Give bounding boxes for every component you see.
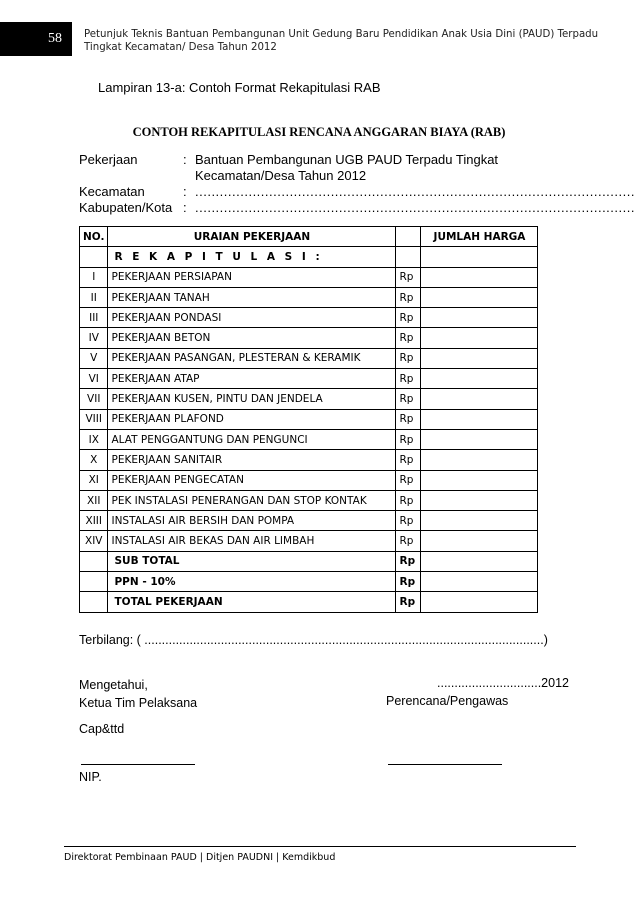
row-amount[interactable] (421, 511, 538, 531)
total-value[interactable] (421, 592, 538, 612)
spacer (79, 168, 183, 184)
pekerjaan-value-line-1: Bantuan Pembangunan UGB PAUD Terpadu Tingkat (195, 152, 499, 167)
table-row (80, 267, 538, 287)
table-row (80, 409, 538, 429)
row-description: PEKERJAAN SANITAIR (108, 450, 396, 470)
row-number: XIV (80, 531, 108, 551)
row-description: INSTALASI AIR BERSIH DAN POMPA (108, 511, 396, 531)
row-amount[interactable] (421, 470, 538, 490)
row-amount[interactable] (421, 409, 538, 429)
total-no-blank (80, 592, 108, 612)
row-number: XII (80, 490, 108, 510)
project-info (79, 152, 635, 216)
header-rp-blank (396, 227, 421, 247)
colon: : (183, 152, 187, 167)
colon: : (183, 200, 187, 215)
subtotal-currency: Rp (396, 551, 421, 571)
row-amount[interactable] (421, 389, 538, 409)
rab-table (79, 226, 538, 613)
cap-ttd-label: Cap&ttd (79, 722, 125, 736)
kabupaten-row (79, 200, 635, 216)
row-currency: Rp (396, 511, 421, 531)
total-currency: Rp (396, 592, 421, 612)
row-amount[interactable] (421, 490, 538, 510)
section-row (80, 247, 538, 267)
row-amount[interactable] (421, 450, 538, 470)
table-body (80, 267, 538, 551)
subtotal-no-blank (80, 551, 108, 571)
kecamatan-row (79, 184, 635, 200)
pekerjaan-label: Pekerjaan (79, 152, 138, 167)
ppn-no-blank (80, 572, 108, 592)
header-total: JUMLAH HARGA (421, 227, 538, 247)
row-description: PEKERJAAN TANAH (108, 287, 396, 307)
colon: : (183, 184, 187, 199)
subtotal-value[interactable] (421, 551, 538, 571)
table-row (80, 308, 538, 328)
row-description: PEKERJAAN PLAFOND (108, 409, 396, 429)
footer-divider (64, 846, 576, 847)
row-amount[interactable] (421, 267, 538, 287)
running-header-line-2: Tingkat Kecamatan/ Desa Tahun 2012 (84, 42, 277, 53)
footer: Direktorat Pembinaan PAUD | Ditjen PAUDNI | Kemdikbud (64, 852, 336, 863)
row-amount[interactable] (421, 287, 538, 307)
row-currency: Rp (396, 348, 421, 368)
row-number: III (80, 308, 108, 328)
table-row (80, 450, 538, 470)
row-currency: Rp (396, 450, 421, 470)
row-number: VI (80, 369, 108, 389)
row-description: PEK INSTALASI PENERANGAN DAN STOP KONTAK (108, 490, 396, 510)
table-row (80, 470, 538, 490)
ppn-value[interactable] (421, 572, 538, 592)
pekerjaan-value-line-2: Kecamatan/Desa Tahun 2012 (195, 168, 367, 183)
row-currency: Rp (396, 369, 421, 389)
spacer (183, 168, 195, 184)
row-number: X (80, 450, 108, 470)
row-number: XI (80, 470, 108, 490)
row-currency: Rp (396, 409, 421, 429)
row-amount[interactable] (421, 369, 538, 389)
table-row (80, 287, 538, 307)
table-row (80, 531, 538, 551)
row-currency: Rp (396, 531, 421, 551)
row-number: V (80, 348, 108, 368)
signature-line-right (388, 764, 502, 765)
subtotal-row (80, 551, 538, 571)
pekerjaan-row (79, 152, 545, 168)
row-description: INSTALASI AIR BEKAS DAN AIR LIMBAH (108, 531, 396, 551)
row-description: PEKERJAAN PASANGAN, PLESTERAN & KERAMIK (108, 348, 396, 368)
table-row (80, 348, 538, 368)
row-description: PEKERJAAN BETON (108, 328, 396, 348)
row-description: PEKERJAAN PONDASI (108, 308, 396, 328)
subtotal-label: SUB TOTAL (108, 551, 396, 571)
running-header (84, 28, 604, 54)
kabupaten-label: Kabupaten/Kota (79, 200, 173, 215)
header-no: NO. (80, 227, 108, 247)
table-row (80, 369, 538, 389)
section-title: R E K A P I T U L A S I : (108, 247, 396, 267)
row-amount[interactable] (421, 348, 538, 368)
row-number: I (80, 267, 108, 287)
signature-date[interactable]: ..............................2012 (437, 676, 569, 690)
row-amount[interactable] (421, 531, 538, 551)
table-row (80, 429, 538, 449)
ketua-label: Ketua Tim Pelaksana (79, 696, 198, 710)
row-description: PEKERJAAN ATAP (108, 369, 396, 389)
running-header-line-1: Petunjuk Teknis Bantuan Pembangunan Unit Gedung Baru Pendidikan Anak Usia Dini (PAUD) Terpadu (84, 29, 599, 40)
ppn-label: PPN - 10% (108, 572, 396, 592)
kecamatan-blank[interactable]: ........................................................................................................... (195, 184, 635, 199)
total-label: TOTAL PEKERJAAN (108, 592, 396, 612)
row-currency: Rp (396, 429, 421, 449)
mengetahui-label: Mengetahui, (79, 678, 148, 692)
row-currency: Rp (396, 267, 421, 287)
signature-left (79, 676, 197, 712)
page-number (0, 22, 72, 56)
section-rp-blank (396, 247, 421, 267)
row-currency: Rp (396, 470, 421, 490)
attachment-title: Lampiran 13-a: Contoh Format Rekapitulasi RAB (98, 80, 381, 95)
perencana-label: Perencana/Pengawas (386, 694, 509, 708)
row-currency: Rp (396, 389, 421, 409)
table-row (80, 511, 538, 531)
row-number: XIII (80, 511, 108, 531)
ppn-currency: Rp (396, 572, 421, 592)
ppn-row (80, 572, 538, 592)
row-currency: Rp (396, 287, 421, 307)
pekerjaan-row-continued (79, 168, 545, 184)
total-row (80, 592, 538, 612)
table-header-row (80, 227, 538, 247)
row-amount[interactable] (421, 328, 538, 348)
nip-label: NIP. (79, 770, 102, 784)
row-number: IX (80, 429, 108, 449)
page-number-text: 58 (48, 31, 62, 46)
row-number: VII (80, 389, 108, 409)
row-currency: Rp (396, 328, 421, 348)
row-currency: Rp (396, 490, 421, 510)
row-number: II (80, 287, 108, 307)
row-number: VIII (80, 409, 108, 429)
row-description: PEKERJAAN PENGECATAN (108, 470, 396, 490)
table-row (80, 490, 538, 510)
section-no-blank (80, 247, 108, 267)
row-description: PEKERJAAN KUSEN, PINTU DAN JENDELA (108, 389, 396, 409)
row-description: PEKERJAAN PERSIAPAN (108, 267, 396, 287)
row-currency: Rp (396, 308, 421, 328)
row-description: ALAT PENGGANTUNG DAN PENGUNCI (108, 429, 396, 449)
section-val-blank (421, 247, 538, 267)
table-row (80, 328, 538, 348)
row-amount[interactable] (421, 429, 538, 449)
table-row (80, 389, 538, 409)
row-number: IV (80, 328, 108, 348)
kabupaten-blank[interactable]: ........................................................................................................... (195, 200, 635, 215)
signature-line-left (81, 764, 195, 765)
row-amount[interactable] (421, 308, 538, 328)
document-title: CONTOH REKAPITULASI RENCANA ANGGARAN BIAYA (RAB) (132, 125, 506, 139)
terbilang-line[interactable]: Terbilang: ( ...................................................................................................................) (79, 633, 548, 647)
header-desc: URAIAN PEKERJAAN (108, 227, 396, 247)
kecamatan-label: Kecamatan (79, 184, 145, 199)
